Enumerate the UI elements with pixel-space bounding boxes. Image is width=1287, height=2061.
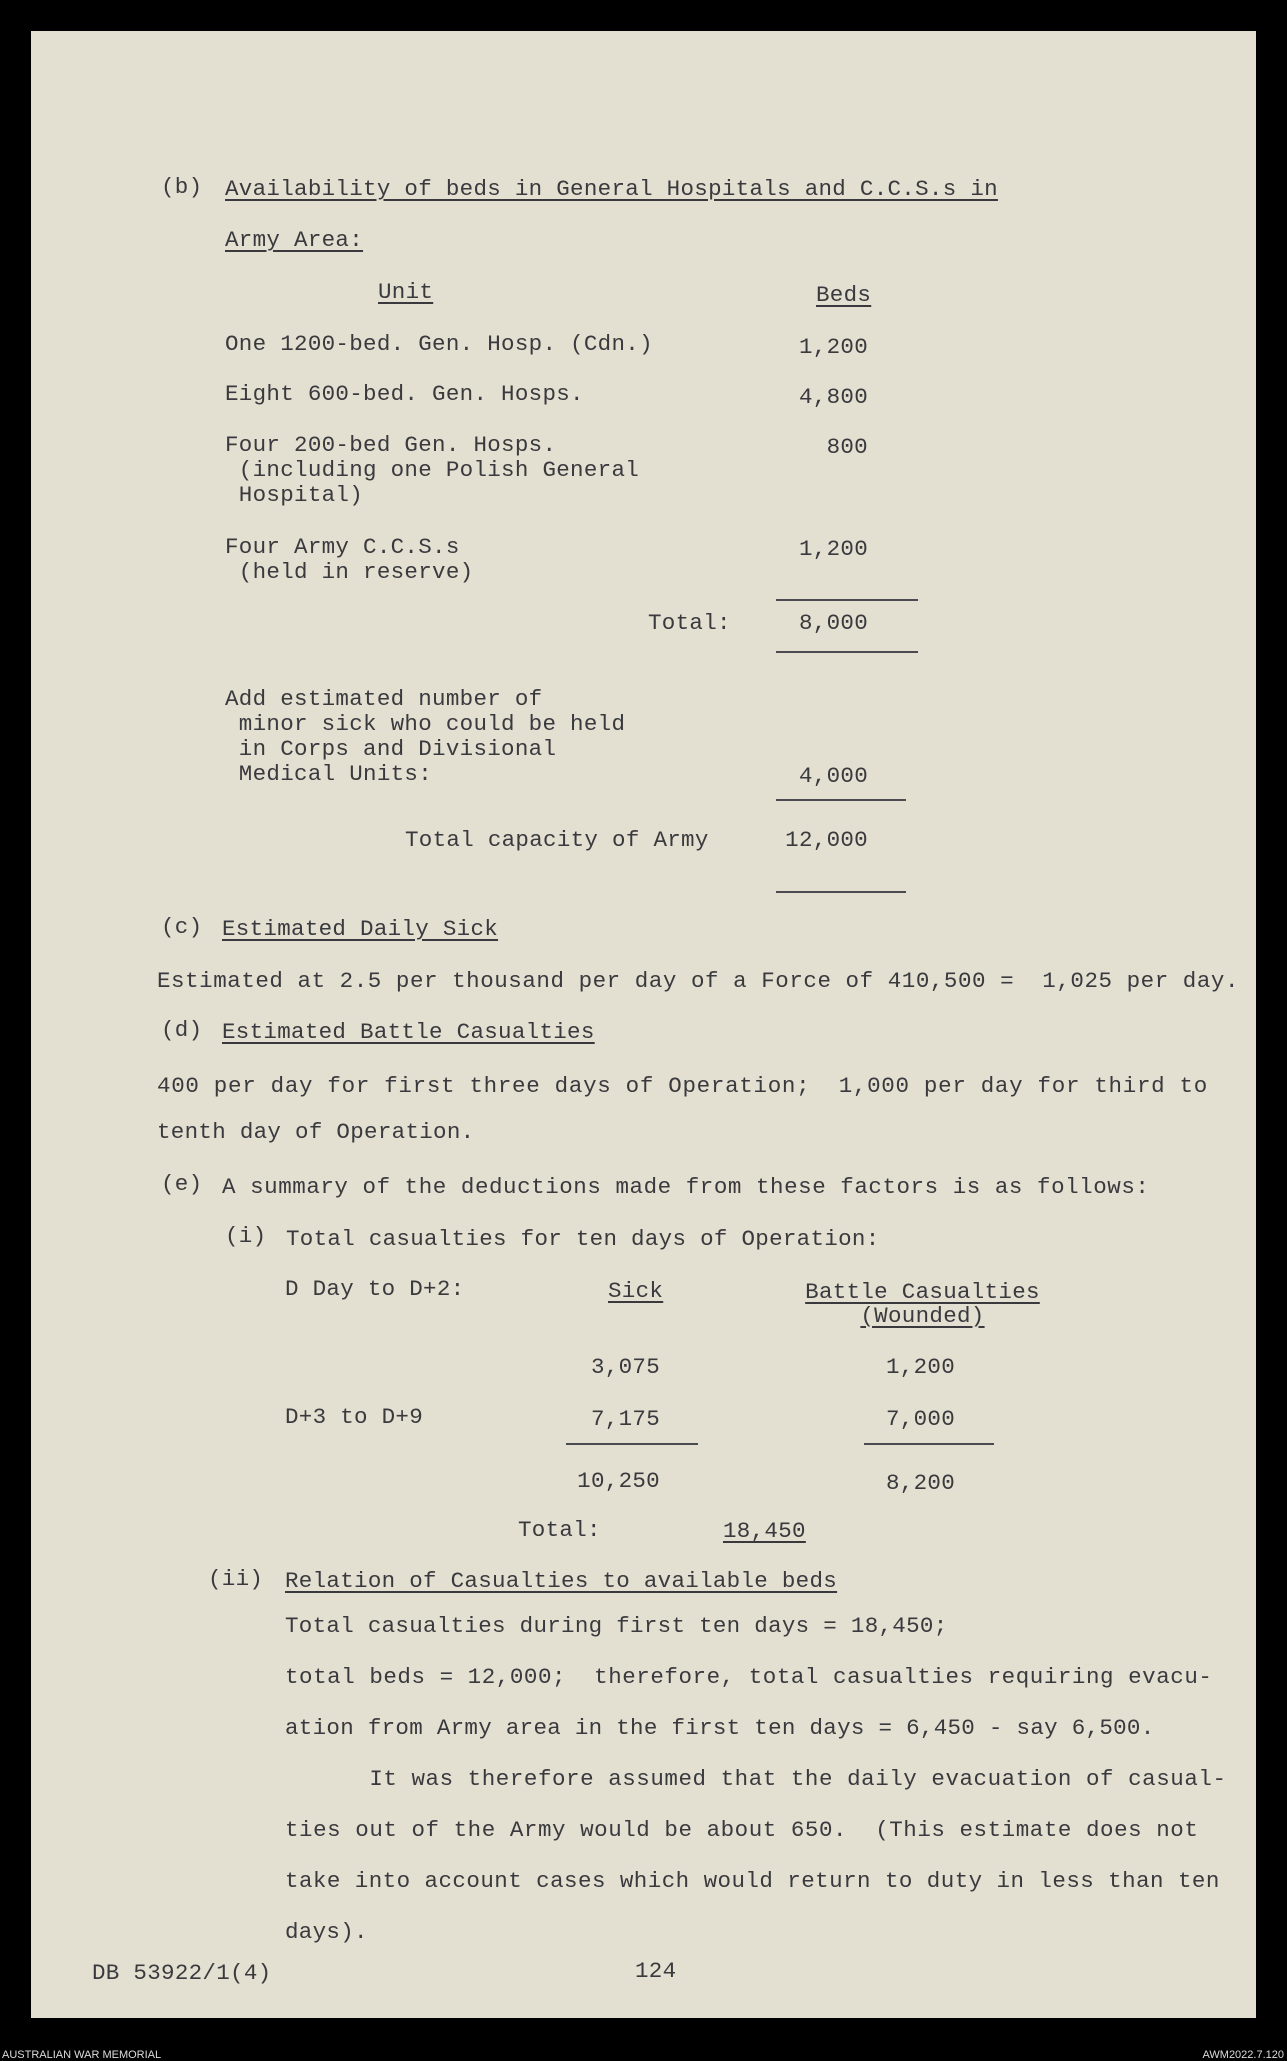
capacity-label: Total capacity of Army [405,827,709,853]
bed-row-label: (held in reserve) [225,559,474,585]
paragraph-line: take into account cases which would return to duty in less than ten [285,1868,1220,1894]
minor-sick-label: in Corps and Divisional [225,736,557,762]
bed-row-label: Four 200-bed Gen. Hosps. [225,432,557,458]
page-number: 124 [635,1958,677,1984]
paragraph-line: ation from Army area in the first ten days = 6,450 - say 6,500. [285,1715,1155,1741]
bed-row-label: Hospital) [225,482,364,508]
rule [776,651,918,653]
minor-sick-label: Add estimated number of [225,686,543,712]
paragraph-line: Total casualties during first ten days = 18,450; [285,1613,948,1639]
section-e-marker: (e) [161,1171,203,1197]
archive-credit: AUSTRALIAN WAR MEMORIAL [2,2049,162,2061]
minor-sick-label: Medical Units: [225,761,433,787]
bed-row-label: Four Army C.C.S.s [225,534,460,560]
bed-row-label: (including one Polish General [225,457,640,483]
archive-id: AWM2022.7.120 [1202,2049,1284,2061]
rule [776,799,906,801]
section-b-heading-cont: Army Area: [225,227,364,253]
section-b-heading: Availability of beds in General Hospitals and C.C.S.s in [225,176,998,202]
sick-value: 3,075 [590,1354,660,1380]
sick-value: 7,175 [590,1406,660,1432]
beds-total-label: Total: [648,610,731,636]
casualties-total-value: 18,450 [723,1518,806,1544]
bed-row-value: 1,200 [798,536,868,562]
casualties-total-label: Total: [518,1517,601,1543]
bed-row-label: One 1200-bed. Gen. Hosp. (Cdn.) [225,331,653,357]
sick-column-header: Sick [608,1278,664,1304]
rule [864,1443,994,1445]
beds-total-value: 8,000 [798,610,868,636]
section-c-marker: (c) [161,914,203,940]
battle-column-subheader: (Wounded) [860,1303,985,1329]
paragraph-line: It was therefore assumed that the daily evacuation of casual- [285,1766,1227,1792]
battle-value: 1,200 [885,1354,955,1380]
minor-sick-label: minor sick who could be held [225,711,626,737]
beds-column-header: Beds [816,282,872,308]
bed-row-value: 1,200 [798,334,868,360]
bed-row-value: 4,800 [798,384,868,410]
row-label-d3: D+3 to D+9 [285,1404,424,1430]
rule [566,1443,698,1445]
paragraph-line: total beds = 12,000; therefore, total casualties requiring evacu- [285,1664,1213,1690]
section-c-heading: Estimated Daily Sick [222,916,499,942]
section-d-heading: Estimated Battle Casualties [222,1019,595,1045]
battle-column-header: Battle Casualties [805,1279,1040,1305]
subsection-ii-marker: (ii) [208,1566,264,1592]
daily-sick-text: Estimated at 2.5 per thousand per day of a Force of 410,500 = 1,025 per day. [157,968,1240,994]
paragraph-line: days). [285,1919,368,1945]
bed-row-label: Eight 600-bed. Gen. Hosps. [225,381,584,407]
battle-casualties-text: 400 per day for first three days of Operation; 1,000 per day for third to [157,1073,1208,1099]
bed-row-value: 800 [826,434,868,460]
row-label-d-day: D Day to D+2: [285,1276,465,1302]
rule [776,599,918,601]
minor-sick-value: 4,000 [798,763,868,789]
section-e-text: A summary of the deductions made from these factors is as follows: [222,1174,1150,1200]
battle-value: 7,000 [885,1406,955,1432]
capacity-value: 12,000 [785,827,868,853]
rule [776,891,906,893]
subsection-ii-heading: Relation of Casualties to available beds [285,1568,838,1594]
unit-column-header: Unit [378,279,434,305]
section-b-marker: (b) [161,174,203,200]
section-d-marker: (d) [161,1017,203,1043]
subsection-i-marker: (i) [225,1223,267,1249]
subsection-i-text: Total casualties for ten days of Operation: [286,1226,880,1252]
paragraph-line: ties out of the Army would be about 650. (This estimate does not [285,1817,1199,1843]
battle-sum: 8,200 [885,1470,955,1496]
document-reference: DB 53922/1(4) [92,1960,272,1986]
sick-sum: 10,250 [577,1468,660,1494]
battle-casualties-text: tenth day of Operation. [157,1119,475,1145]
